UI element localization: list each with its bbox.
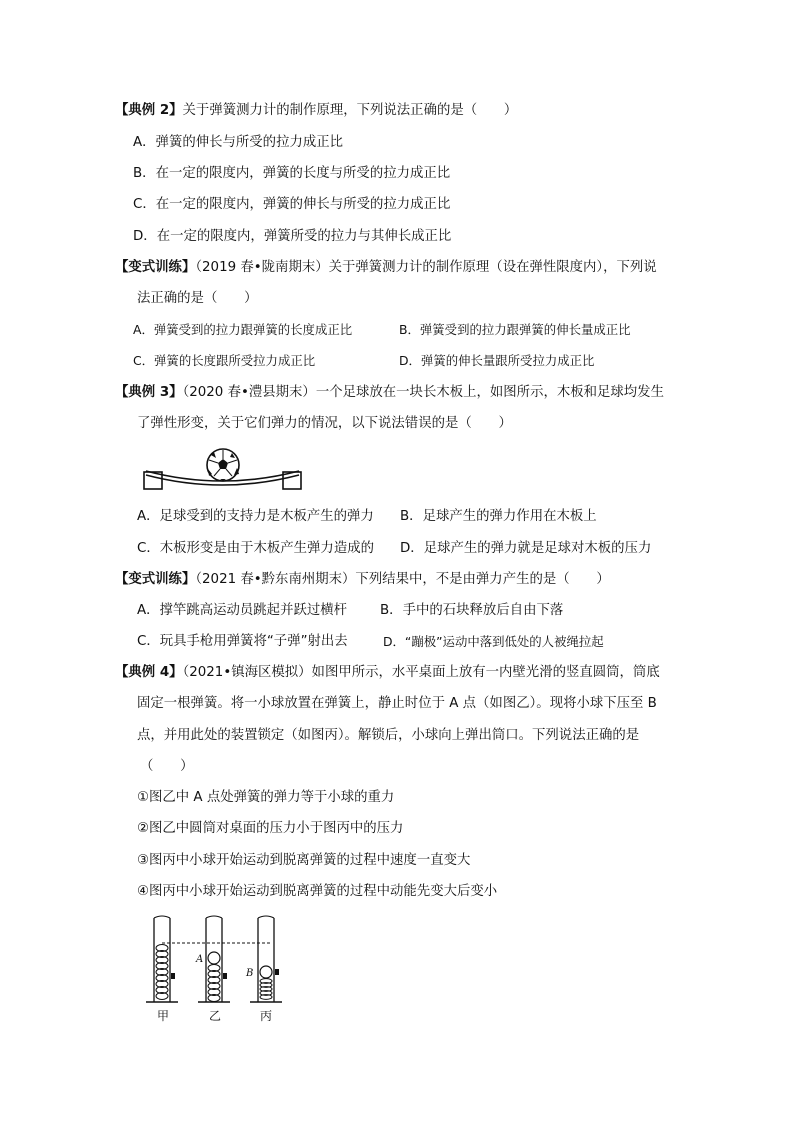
caption-jia: 甲: [157, 1009, 170, 1023]
v1-option-b: B．弹簧受到的拉力跟弹簧的伸长量成正比: [399, 322, 631, 337]
v2-option-c: C．玩具手枪用弹簧将“子弹”射出去: [137, 634, 348, 649]
v2-option-a: A．撑竿跳高运动员跳起并跃过横杆: [137, 603, 348, 618]
v1-stem-line1: [115, 258, 657, 278]
point-a-label: A: [196, 954, 204, 965]
ball-yi: [208, 952, 220, 964]
v1-tag: 【变式训练】: [115, 260, 196, 275]
v2-stem: （2021 春•黔东南州期末）下列结果中，不是由弹力产生的是（ ）: [195, 572, 610, 587]
q2-stem: 关于弹簧测力计的制作原理，下列说法正确的是（ ）: [182, 103, 518, 118]
q4-statement-2: ②图乙中圆筒对桌面的压力小于图丙中的压力: [137, 821, 404, 836]
point-b-label: B: [246, 968, 254, 979]
v1-stem1: （2019 春•陇南期末）关于弹簧测力计的制作原理（设在弹性限度内），下列说: [195, 260, 657, 275]
q4-statement-4: ④图丙中小球开始运动到脱离弹簧的过程中动能先变大后变小: [137, 884, 498, 899]
v1-stem-line2: 法正确的是（ ）: [137, 291, 258, 306]
q2-option-b: B．在一定的限度内，弹簧的长度与所受的拉力成正比: [133, 166, 451, 181]
spring-tube-figure: [140, 914, 290, 1026]
q4-stem-line1: [115, 663, 660, 683]
spring-coil-yi: [208, 965, 220, 1002]
q2-option-a: A．弹簧的伸长与所受的拉力成正比: [133, 135, 344, 150]
q2-stem-line: [115, 101, 517, 121]
v1-option-d: D．弹簧的伸长量跟所受拉力成正比: [399, 353, 595, 368]
lock-device-bing: [275, 969, 279, 975]
football-icon: [207, 449, 239, 481]
q4-statement-3: ③图丙中小球开始运动到脱离弹簧的过程中速度一直变大: [137, 853, 471, 868]
q3-option-a: A．足球受到的支持力是木板产生的弹力: [137, 509, 374, 524]
caption-yi: 乙: [209, 1009, 222, 1023]
v1-option-a: A．弹簧受到的拉力跟弹簧的长度成正比: [133, 322, 353, 337]
q4-stem-line2: 固定一根弹簧。将一小球放置在弹簧上，静止时位于 A 点（如图乙）。现将小球下压至 B: [137, 696, 657, 711]
spring-coil-bing: [260, 979, 272, 1000]
q3-stem-line1: [115, 383, 664, 403]
spring-coil-jia: [156, 945, 168, 1000]
q3-stem1: （2020 春•澧县期末）一个足球放在一块长木板上，如图所示，木板和足球均发生: [182, 385, 664, 400]
q4-tag: 【典例 4】: [115, 665, 183, 680]
v2-stem-line: [115, 570, 610, 590]
q3-option-b: B．足球产生的弹力作用在木板上: [400, 509, 597, 524]
q3-option-c: C．木板形变是由于木板产生弹力造成的: [137, 541, 374, 556]
ball-bing: [260, 966, 272, 978]
q2-tag: 【典例 2】: [115, 103, 183, 118]
tube-yi: [195, 916, 230, 1002]
v2-tag: 【变式训练】: [115, 572, 196, 587]
q4-stem-line4: （ ）: [140, 759, 194, 774]
q3-option-d: D．足球产生的弹力就是足球对木板的压力: [400, 541, 652, 556]
v2-option-b: B．手中的石块释放后自由下落: [380, 603, 564, 618]
q3-tag: 【典例 3】: [115, 385, 183, 400]
caption-bing: 丙: [260, 1009, 273, 1023]
lock-device-yi: [223, 973, 227, 979]
v1-option-c: C．弹簧的长度跟所受拉力成正比: [133, 353, 316, 368]
q3-stem-line2: 了弹性形变，关于它们弹力的情况，以下说法错误的是（ ）: [137, 416, 512, 431]
football-plank-figure: [142, 446, 304, 492]
q4-statement-1: ①图乙中 A 点处弹簧的弹力等于小球的重力: [137, 790, 395, 805]
q4-stem-line3: 点，并用此处的装置锁定（如图丙）。解锁后，小球向上弹出筒口。下列说法正确的是: [137, 728, 640, 743]
tube-bing: [245, 916, 282, 1002]
q2-option-c: C．在一定的限度内，弹簧的伸长与所受的拉力成正比: [133, 197, 451, 212]
lock-device-jia: [171, 973, 175, 979]
tube-jia: [146, 916, 178, 1002]
v2-option-d: D．“蹦极”运动中落到低处的人被绳拉起: [383, 634, 604, 649]
q4-stem1: （2021•镇海区模拟）如图甲所示，水平桌面上放有一内壁光滑的竖直圆筒，筒底: [182, 665, 660, 680]
q2-option-d: D．在一定的限度内，弹簧所受的拉力与其伸长成正比: [133, 229, 452, 244]
